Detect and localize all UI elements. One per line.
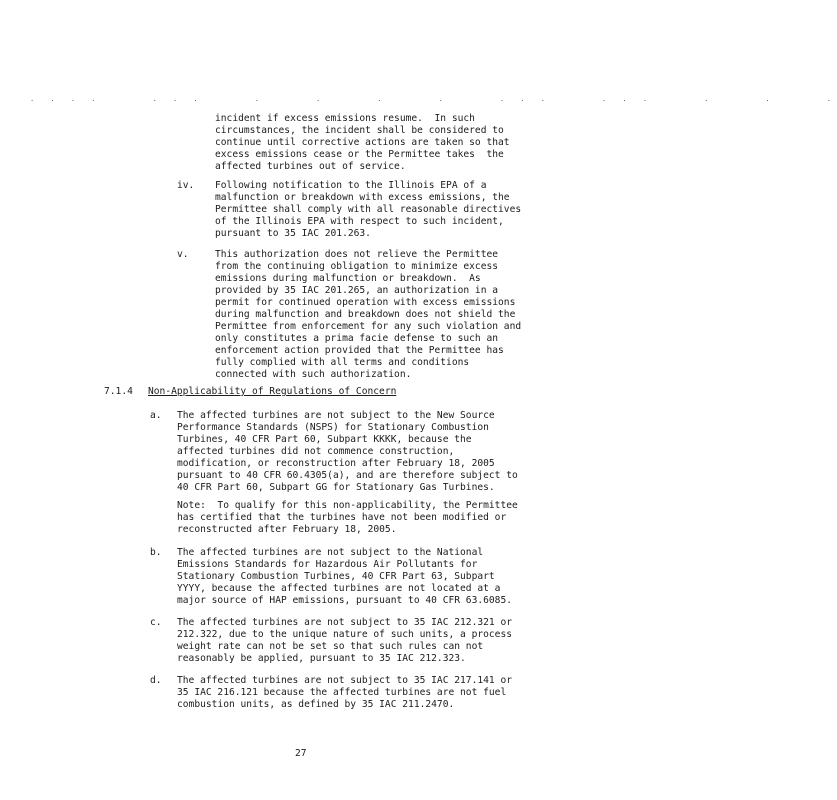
text-line: malfunction or breakdown with excess emissions, the — [215, 192, 510, 203]
text-line: The affected turbines are not subject to the National — [177, 547, 484, 558]
item-label: b. — [150, 547, 162, 558]
text-line: 212.322, due to the unique nature of such units, a process — [177, 629, 513, 640]
item-label: a. — [150, 410, 162, 421]
text-line: YYYY, because the affected turbines are not located at a — [177, 583, 501, 594]
text-line: The affected turbines are not subject to 35 IAC 212.321 or — [177, 617, 513, 628]
text-line: continue until corrective actions are taken so that — [215, 137, 510, 148]
text-line: The affected turbines are not subject to 35 IAC 217.141 or — [177, 675, 513, 686]
text-line: combustion units, as defined by 35 IAC 211.2470. — [177, 699, 455, 710]
item-label: iv. — [177, 180, 195, 191]
item-label: d. — [150, 675, 162, 686]
text-line: pursuant to 35 IAC 201.263. — [215, 228, 371, 239]
text-line: affected turbines out of service. — [215, 161, 406, 172]
text-line: 40 CFR Part 60, Subpart GG for Stationary Gas Turbines. — [177, 482, 495, 493]
text-line: Stationary Combustion Turbines, 40 CFR Part 63, Subpart — [177, 571, 495, 582]
text-line: during malfunction and breakdown does not shield the — [215, 309, 516, 320]
text-line: circumstances, the incident shall be considered to — [215, 125, 504, 136]
text-line: Permittee shall comply with all reasonable directives — [215, 204, 522, 215]
text-line: Turbines, 40 CFR Part 60, Subpart KKKK, because the — [177, 434, 472, 445]
text-line: from the continuing obligation to minimize excess — [215, 261, 499, 272]
text-line: modification, or reconstruction after February 18, 2005 — [177, 458, 495, 469]
text-line: Performance Standards (NSPS) for Stationary Combustion — [177, 422, 489, 433]
page-number: 27 — [295, 748, 307, 759]
text-line: emissions during malfunction or breakdown. As — [215, 273, 481, 284]
text-line: This authorization does not relieve the Permittee — [215, 249, 499, 260]
text-line: incident if excess emissions resume. In such — [215, 113, 475, 124]
note-line: reconstructed after February 18, 2005. — [177, 524, 397, 535]
section-number: 7.1.4 — [104, 386, 133, 397]
text-line: Emissions Standards for Hazardous Air Pollutants for — [177, 559, 478, 570]
text-line: pursuant to 40 CFR 60.4305(a), and are therefore subject to — [177, 470, 518, 481]
text-line: Following notification to the Illinois EPA of a — [215, 180, 487, 191]
text-line: 35 IAC 216.121 because the affected turbines are not fuel — [177, 687, 507, 698]
text-line: enforcement action provided that the Permittee has — [215, 345, 504, 356]
item-label: v. — [177, 249, 189, 260]
text-line: fully complied with all terms and conditions — [215, 357, 470, 368]
text-line: connected with such authorization. — [215, 369, 412, 380]
note-line: has certified that the turbines have not been modified or — [177, 512, 507, 523]
text-line: provided by 35 IAC 201.265, an authorization in a — [215, 285, 499, 296]
text-line: excess emissions cease or the Permittee takes the — [215, 149, 504, 160]
header-rule: . . . . . . . . . . . . . . . . . . . . — [30, 95, 837, 103]
text-line: only constitutes a prima facie defense to such an — [215, 333, 499, 344]
text-line: The affected turbines are not subject to the New Source — [177, 410, 495, 421]
text-line: major source of HAP emissions, pursuant to 40 CFR 63.6085. — [177, 595, 513, 606]
text-line: permit for continued operation with excess emissions — [215, 297, 516, 308]
text-line: of the Illinois EPA with respect to such incident, — [215, 216, 504, 227]
text-line: weight rate can not be set so that such rules can not — [177, 641, 484, 652]
text-line: reasonably be applied, pursuant to 35 IAC 212.323. — [177, 653, 466, 664]
note-line: Note: To qualify for this non-applicability, the Permittee — [177, 500, 518, 511]
section-title: Non-Applicability of Regulations of Concern — [148, 386, 397, 397]
item-label: c. — [150, 617, 162, 628]
text-line: Permittee from enforcement for any such violation and — [215, 321, 522, 332]
text-line: affected turbines did not commence construction, — [177, 446, 455, 457]
